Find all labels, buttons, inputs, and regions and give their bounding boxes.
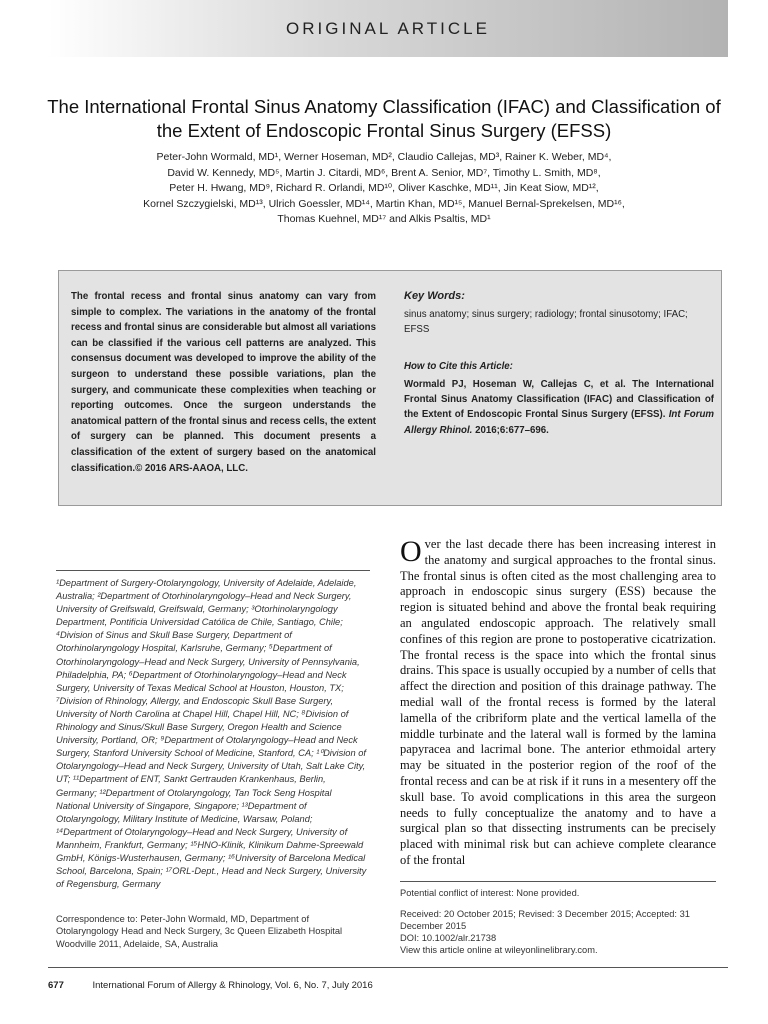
body-paragraph	[400, 537, 716, 869]
drop-cap: O	[400, 535, 422, 568]
article-footnotes	[400, 887, 716, 956]
author-line: Peter H. Hwang, MD⁹, Richard R. Orlandi, MD¹⁰, Oliver Kaschke, MD¹¹, Jin Keat Siow, MD¹²,	[169, 182, 599, 194]
author-line: Kornel Szczygielski, MD¹³, Ulrich Goessler, MD¹⁴, Martin Khan, MD¹⁵, Manuel Bernal-Sprekelsen, MD¹⁶,	[143, 197, 625, 210]
body-text: ver the last decade there has been increasing interest in the anatomy and surgical approaches to the frontal sinus. The frontal sinus is often cited as the most challenging area to approach in endoscopic sinus surgery (ESS) because the region is situated behind and above the frontal beak requiring an angulated endoscopic approach. The relatively small confines of this region are prone to postoperative cicatrization. The frontal recess is the space into which the frontal sinus drains. This space is usually occupied by a number of cells that affect the direction and position of this drainage pathway. The medial wall of the frontal recess is formed by the lateral lamella of the cribriform plate and the vertical lamella of the middle turbinate and the lateral wall is formed by the lamina papyracea and lacrimal bone. The anterior ethmoidal artery may be situated in the posterior region of the roof of the frontal recess and can be at risk if it runs in a mesentery off the skull base. To avoid complications in this area the surgeon needs to fully conceptualize the anatomy and to have a surgical plan so that dissecting instruments can be precisely placed with minimal risk but can achieve complete clearance of the frontal	[400, 537, 716, 867]
page-number: 677	[48, 980, 64, 991]
citation-text: Wormald PJ, Hoseman W, Callejas C, et al. The International Frontal Sinus Anatomy Classification (IFAC) and Classification of the Extent of Endoscopic Frontal Sinus Surgery (EFSS).	[404, 379, 714, 421]
citation-journal: Int Forum Allergy Rhinol.	[404, 409, 714, 436]
doi: DOI: 10.1002/alr.21738	[400, 933, 497, 943]
conflict-of-interest: Potential conflict of interest: None provided.	[400, 888, 580, 898]
page-footer	[48, 980, 373, 991]
author-list	[60, 150, 708, 228]
abstract-box	[58, 270, 722, 506]
keywords-heading: Key Words:	[404, 290, 465, 302]
article-title: The International Frontal Sinus Anatomy Classification (IFAC) and Classification of the Extent of Endoscopic Frontal Sinus Surgery (EFSS)	[47, 96, 721, 141]
online-note: View this article online at wileyonlinelibrary.com.	[400, 945, 598, 955]
footnotes-divider	[400, 881, 716, 882]
cite-heading: How to Cite this Article:	[404, 361, 513, 372]
journal-name: International Forum of Allergy & Rhinology, Vol. 6, No. 7, July 2016	[92, 980, 373, 991]
citation-volume: 2016;6:677–696.	[475, 424, 549, 436]
banner-label: ORIGINAL ARTICLE	[286, 18, 490, 38]
section-banner	[48, 0, 728, 57]
footer-divider	[48, 967, 728, 968]
author-line: Peter-John Wormald, MD¹, Werner Hoseman, MD², Claudio Callejas, MD³, Rainer K. Weber, MD⁴,	[156, 151, 612, 163]
author-line: Thomas Kuehnel, MD¹⁷ and Alkis Psaltis, MD¹	[277, 213, 491, 225]
abstract-text: The frontal recess and frontal sinus anatomy can vary from simple to complex. The variations in the anatomy of the frontal recess and frontal sinus are considerable but almost all variations can be classified if the various cell patterns are analyzed. This consensus document was developed to improve the ability of the surgeon to understand these possible variations, plan the surgery, and communicate these complexities when teaching or reporting outcomes. Once the surgeon understands the anatomical pattern of the frontal sinus and recess cells, the extent of surgery can be planned. This document presents a classification of the extent of surgery based on the anatomical classification.© 2016 ARS-AAOA, LLC.	[71, 291, 376, 474]
citation	[404, 377, 714, 438]
affiliations: ¹Department of Surgery-Otolaryngology, University of Adelaide, Adelaide, Australia; ²Department of Otorhinolaryngology–Head and Neck Surgery, University of Greifswald, Greifswald, Germany; ³Otorhinolaryngology Department, Pontificia Universidad Católica de Chile, Santiago, Chile; ⁴Division of Sinus and Skull Base Surgery, Department of Otorhinolaryngology Hospital, Karlsruhe, Germany; ⁵Department of Otorhinolaryngology–Head and Neck Surgery, University of Pennsylvania, Philadelphia, PA; ⁶Department of Otorhinolaryngology–Head and Neck Surgery, University of Texas Medical School at Houston, Houston, TX; ⁷Division of Rhinology, Allergy, and Endoscopic Skull Base Surgery, University of North Carolina at Chapel Hill, Chapel Hill, NC; ⁸Division of Rhinology and Sinus/Skull Base Surgery, Oregon Health and Science University, Portland, OR; ⁹Department of Otolaryngology–Head and Neck Surgery, Stanford University School of Medicine, Stanford, CA; ¹⁰Division of Otolaryngology–Head and Neck Surgery, University of Utah, Salt Lake City, UT; ¹¹Department of ENT, Sankt Gertrauden Krankenhaus, Berlin, Germany; ¹²Department of Otolaryngology, Tan Tock Seng Hospital National University of Singapore, Singapore; ¹³Department of Otolaryngology, Military Institute of Medicine, Warsaw, Poland; ¹⁴Department of Otolaryngology–Head and Neck Surgery, University of Mannheim, Frankfurt, Germany; ¹⁵HNO-Klinik, Klinikum Dahme-Spreewald GmbH, Königs-Wusterhausen, Germany; ¹⁶University of Barcelona Medical School, Barcelona, Spain; ¹⁷ORL-Dept., Head and Neck Surgery, University of Regensburg, Germany	[56, 578, 367, 890]
correspondence: Correspondence to: Peter-John Wormald, MD, Department of Otolaryngology Head and Neck Surgery, 3c Queen Elizabeth Hospital Woodville 2011, Adelaide, SA, Australia	[56, 914, 343, 949]
author-line: David W. Kennedy, MD⁵, Martin J. Citardi, MD⁶, Brent A. Senior, MD⁷, Timothy L. Smith, MD⁸,	[167, 166, 601, 179]
affiliations-divider	[56, 570, 370, 571]
keywords-list: sinus anatomy; sinus surgery; radiology; frontal sinusotomy; IFAC; EFSS	[404, 309, 688, 336]
received-dates: Received: 20 October 2015; Revised: 3 December 2015; Accepted: 31 December 2015	[400, 909, 690, 931]
